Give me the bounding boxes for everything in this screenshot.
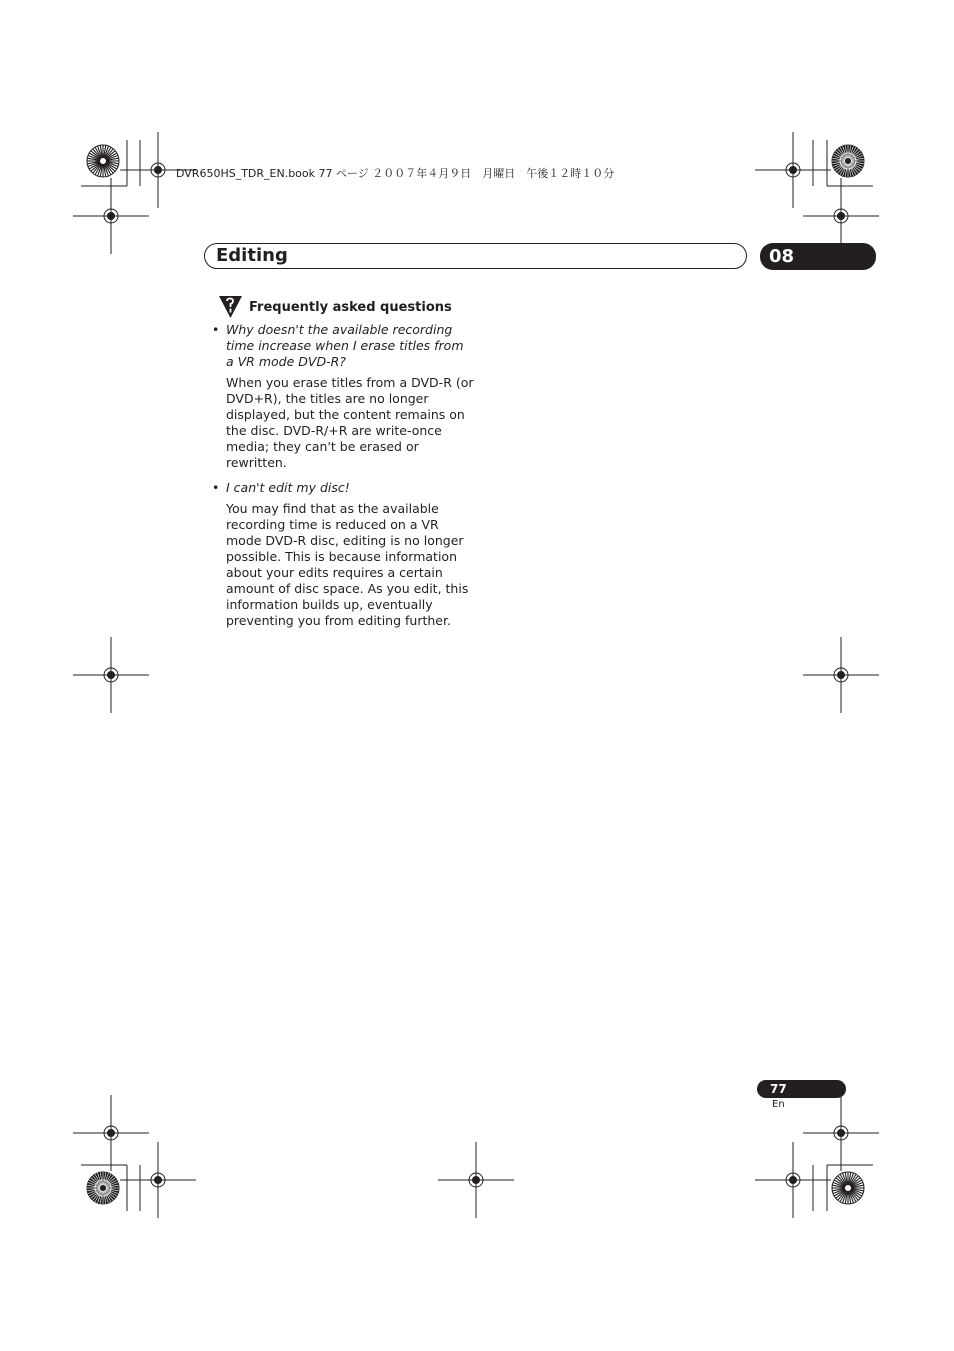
registration-mark-icon xyxy=(73,1095,149,1171)
registration-mark-icon xyxy=(438,1142,514,1218)
page-number: 77 xyxy=(757,1080,846,1098)
language-label: En xyxy=(772,1099,785,1110)
chapter-title: Editing xyxy=(216,245,288,266)
bullet: • xyxy=(212,480,220,495)
faq-icon xyxy=(218,295,243,319)
faq-answer: When you erase titles from a DVD-R (or DVD+R), the titles are no longer displayed, but the content remains on the disc. DVD-R/+R are write-once media; they can't be erased or rewritten. xyxy=(226,375,474,470)
registration-mark-icon xyxy=(73,178,149,254)
faq-answer: You may find that as the available recording time is reduced on a VR mode DVD-R disc, editing is no longer possible. This is because information about your edits requires a certain amount of disc space. As you edit, this information builds up, eventually preventing you from editing further. xyxy=(226,501,469,628)
registration-mark-icon xyxy=(73,637,149,713)
faq-heading: Frequently asked questions xyxy=(249,300,452,315)
starburst-icon xyxy=(87,145,119,177)
bullet: • xyxy=(212,322,220,337)
starburst-icon xyxy=(832,145,864,177)
faq-question: Why doesn't the available recording time increase when I erase titles from a VR mode DVD-R? xyxy=(226,322,464,369)
registration-mark-icon xyxy=(755,1142,831,1218)
faq-question: I can't edit my disc! xyxy=(226,480,350,495)
faq-item xyxy=(212,480,474,629)
chapter-number-badge: 08 xyxy=(760,243,876,270)
starburst-icon xyxy=(832,1172,864,1204)
starburst-icon xyxy=(87,1172,119,1204)
registration-mark-icon xyxy=(755,132,831,208)
faq-item xyxy=(212,322,474,471)
registration-mark-icon xyxy=(803,637,879,713)
registration-mark-icon xyxy=(803,1095,879,1171)
registration-mark-icon xyxy=(120,1142,196,1218)
print-header: DVR650HS_TDR_EN.book 77 ページ ２００７年４月９日 月曜日 午後１２時１０分 xyxy=(176,167,615,180)
